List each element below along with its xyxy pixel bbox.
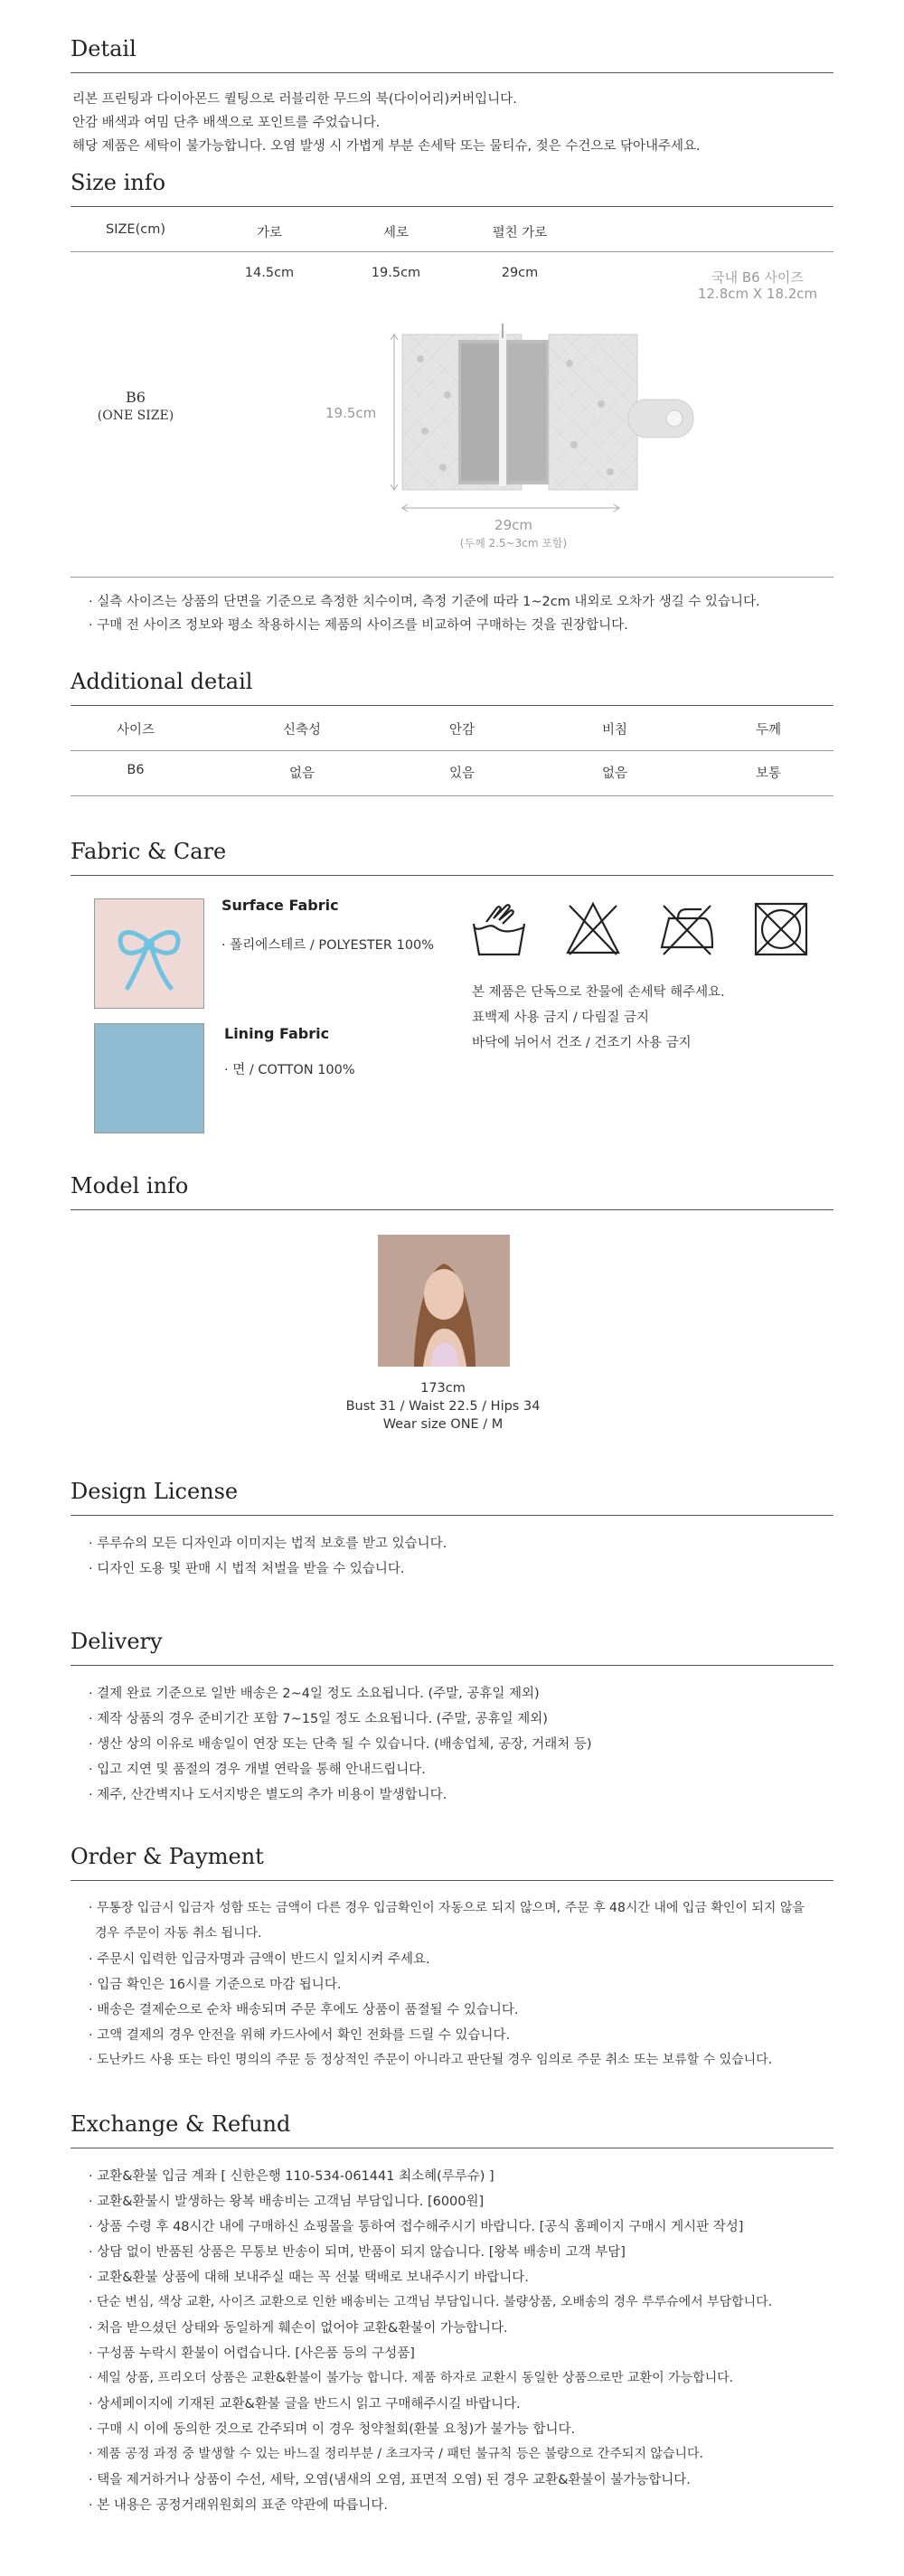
exchange-line-14: · 본 내용은 공정거래위원회의 표준 약관에 따릅니다. <box>89 2495 388 2514</box>
lining-fabric-desc: · 면 / COTTON 100% <box>224 1063 355 1077</box>
order-line-6: · 도난카드 사용 또는 타인 명의의 주문 등 정상적인 주문이 아니라고 판단될 경우 임의로 주문 취소 또는 보류할 수 있습니다. <box>89 2050 772 2068</box>
license-rule <box>71 1515 833 1516</box>
detail-title: Detail <box>71 36 137 61</box>
order-line-1b: 경우 주문이 자동 취소 됩니다. <box>95 1926 262 1941</box>
no-bleach-icon <box>564 900 622 958</box>
delivery-line-1: · 결제 완료 기준으로 일반 배송은 2~4일 정도 소요됩니다. (주말, 공휴일 제외) <box>89 1683 540 1702</box>
additional-bottom-rule <box>71 795 833 796</box>
exchange-line-10: · 상세페이지에 기재된 교환&환불 글을 반드시 읽고 구매해주시길 바랍니다. <box>89 2393 521 2412</box>
diagram-width-label: 29cm <box>494 517 532 533</box>
exchange-line-5: · 교환&환불 상품에 대해 보내주실 때는 꼭 선불 택배로 보내주시기 바랍니다. <box>89 2267 529 2286</box>
size-name: B6 <box>126 389 146 406</box>
exchange-line-7: · 처음 받으셨던 상태와 동일하게 훼손이 없어야 교환&환불이 가능합니다. <box>89 2317 508 2336</box>
size-info-rule <box>71 206 833 207</box>
order-line-4: · 배송은 결제순으로 순차 배송되며 주문 후에도 상품이 품절될 수 있습니다. <box>89 1999 519 2018</box>
exchange-line-13: · 택을 제거하거나 상품이 수선, 세탁, 오염(냄새의 오염, 표면적 오염) 된 경우 교환&환불이 불가능합니다. <box>89 2469 691 2488</box>
exchange-line-3: · 상품 수령 후 48시간 내에 구매하신 쇼핑몰을 통하여 접수해주시기 바랍니다. [공식 홈페이지 구매시 게시판 작성] <box>89 2216 743 2235</box>
size-note-dimensions: 12.8cm X 18.2cm <box>697 286 818 302</box>
lining-fabric-title: Lining Fabric <box>224 1025 330 1042</box>
exchange-line-9: · 세일 상품, 프리오더 상품은 교환&환불이 불가능 합니다. 제품 하자로 교환시 동일한 상품으로만 교환이 가능합니다. <box>89 2368 733 2386</box>
size-header-open-width: 펼친 가로 <box>492 226 548 240</box>
size-note-2: · 구매 전 사이즈 정보와 평소 착용하시는 제품의 사이즈를 비교하여 구매하는 것을 권장합니다. <box>89 615 628 634</box>
model-portrait-icon <box>378 1235 510 1367</box>
license-line-2: · 디자인 도용 및 판매 시 법적 처벌을 받을 수 있습니다. <box>89 1558 404 1577</box>
size-note-b6: 국내 B6 사이즈 <box>711 269 804 286</box>
model-wear-size: Wear size ONE / M <box>382 1417 504 1432</box>
detail-line-1: 리본 프린팅과 다이아몬드 퀼팅으로 러블리한 무드의 북(다이어리)커버입니다. <box>72 92 517 107</box>
care-line-2: 표백제 사용 금지 / 다림질 금지 <box>472 1011 650 1025</box>
additional-header-stretch: 신축성 <box>282 723 322 738</box>
additional-header-thickness: 두께 <box>755 723 782 738</box>
surface-fabric-title: Surface Fabric <box>221 897 339 914</box>
additional-header-size: 사이즈 <box>116 723 155 738</box>
delivery-line-5: · 제주, 산간벽지나 도서지방은 별도의 추가 비용이 발생합니다. <box>89 1784 447 1803</box>
exchange-line-11: · 구매 시 이에 동의한 것으로 간주되며 이 경우 청약철회(환불 요청)가 불가능 합니다. <box>89 2419 575 2438</box>
model-photo <box>378 1235 510 1367</box>
exchange-line-4: · 상담 없이 반품된 상품은 무통보 반송이 되며, 반품이 되지 않습니다. [왕복 배송비 고객 부담] <box>89 2242 626 2261</box>
additional-value-lining: 있음 <box>448 766 476 781</box>
exchange-line-12: · 제품 공정 과정 중 발생할 수 있는 바느질 정리부분 / 초크자국 / 패턴 불규칙 등은 불량으로 간주되지 않습니다. <box>89 2444 703 2462</box>
surface-fabric-desc: · 폴리에스테르 / POLYESTER 100% <box>221 938 435 953</box>
size-value-height: 19.5cm <box>371 266 421 280</box>
size-header-width: 가로 <box>256 226 283 240</box>
additional-value-stretch: 없음 <box>288 766 315 781</box>
order-line-5: · 고액 결제의 경우 안전을 위해 카드사에서 확인 전화를 드릴 수 있습니다. <box>89 2025 510 2044</box>
delivery-rule <box>71 1665 833 1666</box>
detail-line-2: 안감 배색과 여밈 단추 배색으로 포인트를 주었습니다. <box>72 116 381 130</box>
exchange-line-6: · 단순 변심, 색상 교환, 사이즈 교환으로 인한 배송비는 고객님 부담입니다. 불량상품, 오배송의 경우 루루슈에서 부담합니다. <box>89 2292 772 2310</box>
ribbon-icon <box>95 899 203 1008</box>
no-tumble-dry-icon <box>752 900 810 958</box>
order-line-3: · 입금 확인은 16시를 기준으로 마감 됩니다. <box>89 1974 341 1993</box>
lining-fabric-swatch <box>94 1023 204 1133</box>
delivery-title: Delivery <box>71 1629 163 1654</box>
model-title: Model info <box>71 1173 189 1199</box>
exchange-line-1: · 교환&환불 입금 계좌 [ 신한은행 110-534-061441 최소혜(루루슈) ] <box>89 2166 494 2185</box>
model-rule <box>71 1209 833 1210</box>
exchange-line-8: · 구성품 누락시 환불이 어렵습니다. [사은품 등의 구성품] <box>89 2343 415 2362</box>
surface-fabric-swatch <box>94 898 204 1009</box>
size-value-width: 14.5cm <box>244 266 295 280</box>
detail-line-3: 해당 제품은 세탁이 불가능합니다. 오염 발생 시 가볍게 부분 손세탁 또는 물티슈, 젖은 수건으로 닦아내주세요. <box>72 139 701 154</box>
size-header-rule <box>71 251 833 252</box>
diagram-height-label: 19.5cm <box>325 405 377 421</box>
additional-header-sheer: 비침 <box>601 723 628 738</box>
size-note-1: · 실측 사이즈는 상품의 단면을 기준으로 측정한 치수이며, 측정 기준에 따라 1~2cm 내외로 오차가 생길 수 있습니다. <box>89 591 760 610</box>
size-one-size: (ONE SIZE) <box>97 409 174 423</box>
order-line-2: · 주문시 입력한 입금자명과 금액이 반드시 일치시켜 주세요. <box>89 1949 430 1968</box>
model-measurements: Bust 31 / Waist 22.5 / Hips 34 <box>345 1399 541 1414</box>
fabric-title: Fabric & Care <box>71 839 227 864</box>
license-title: Design License <box>71 1479 239 1504</box>
additional-rule <box>71 705 833 706</box>
delivery-line-3: · 생산 상의 이유로 배송일이 연장 또는 단축 될 수 있습니다. (배송업체, 공장, 거래처 등) <box>89 1734 592 1753</box>
additional-title: Additional detail <box>71 669 253 694</box>
additional-value-thickness: 보통 <box>755 766 782 781</box>
exchange-line-2: · 교환&환불시 발생하는 왕복 배송비는 고객님 부담입니다. [6000원] <box>89 2191 484 2210</box>
order-line-1a: · 무통장 입금시 입금자 성함 또는 금액이 다른 경우 입금확인이 자동으로 되지 않으며, 주문 후 48시간 내에 입금 확인이 되지 않을 <box>89 1898 805 1916</box>
exchange-title: Exchange & Refund <box>71 2111 291 2137</box>
additional-value-size: B6 <box>127 763 145 777</box>
model-height: 173cm <box>420 1381 466 1396</box>
additional-mid-rule <box>71 750 833 751</box>
size-bottom-rule <box>71 577 833 578</box>
size-header-height: 세로 <box>382 226 410 240</box>
order-title: Order & Payment <box>71 1844 264 1869</box>
delivery-line-2: · 제작 상품의 경우 준비기간 포함 7~15일 정도 소요됩니다. (주말, 공휴일 제외) <box>89 1708 548 1727</box>
order-rule <box>71 1880 833 1881</box>
additional-header-lining: 안감 <box>448 723 476 738</box>
delivery-line-4: · 입고 지연 및 품절의 경우 개별 연락을 통해 안내드립니다. <box>89 1759 426 1778</box>
diagram-thickness-label: (두께 2.5~3cm 포함) <box>459 537 568 550</box>
hand-wash-icon <box>470 900 528 958</box>
book-cover-diagram <box>316 318 705 526</box>
care-line-3: 바닥에 뉘어서 건조 / 건조기 사용 금지 <box>472 1036 692 1050</box>
size-info-title: Size info <box>71 170 166 195</box>
detail-rule <box>71 72 833 73</box>
size-header-size: SIZE(cm) <box>106 222 165 237</box>
fabric-rule <box>71 875 833 876</box>
care-line-1: 본 제품은 단독으로 찬물에 손세탁 해주세요. <box>472 985 725 1000</box>
size-value-open-width: 29cm <box>501 266 539 280</box>
license-line-1: · 루루슈의 모든 디자인과 이미지는 법적 보호를 받고 있습니다. <box>89 1533 447 1552</box>
no-iron-icon <box>658 900 716 958</box>
additional-value-sheer: 없음 <box>601 766 628 781</box>
